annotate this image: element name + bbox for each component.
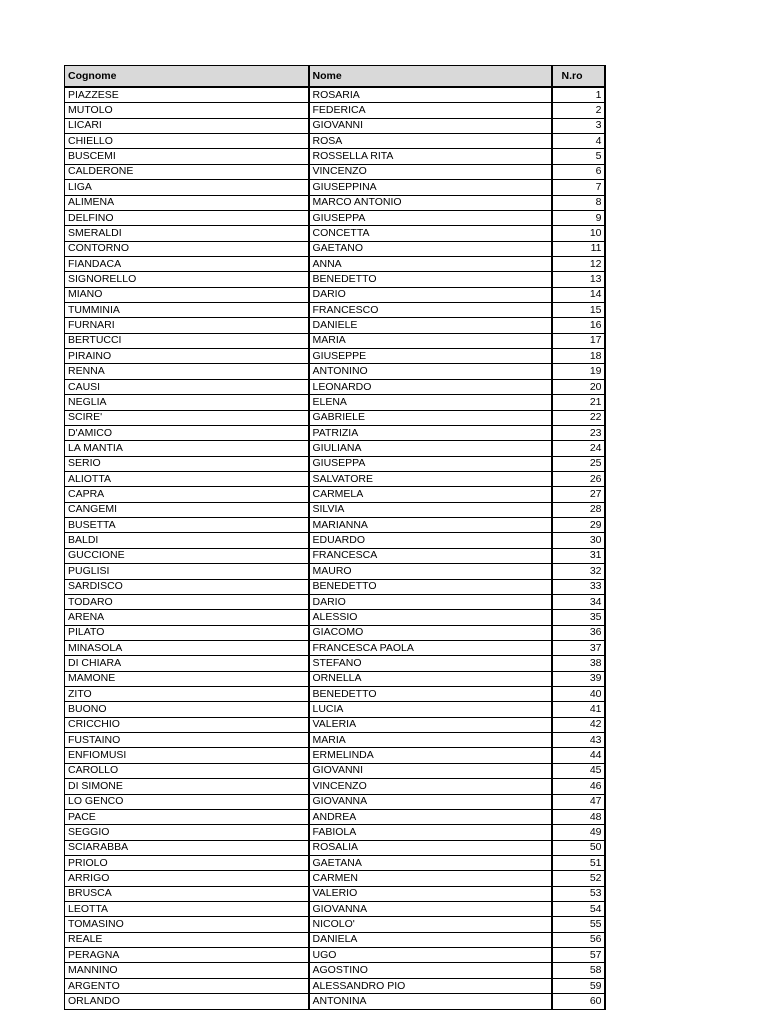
number-cell: 43: [552, 733, 605, 748]
surname-cell: CAUSI: [65, 379, 309, 394]
table-row: [65, 717, 605, 732]
table-row: [65, 533, 605, 548]
name-cell: GIUSEPPA: [309, 456, 552, 471]
table-row: [65, 164, 605, 179]
number-cell: 53: [552, 886, 605, 901]
table-row: [65, 241, 605, 256]
number-cell: 2: [552, 103, 605, 118]
name-cell: MARIA: [309, 333, 552, 348]
number-cell: 23: [552, 425, 605, 440]
table-row: [65, 318, 605, 333]
number-cell: 45: [552, 763, 605, 778]
table-row: [65, 763, 605, 778]
surname-cell: MANNINO: [65, 963, 309, 978]
name-cell: GAETANO: [309, 241, 552, 256]
name-cell: FRANCESCA PAOLA: [309, 640, 552, 655]
number-cell: 13: [552, 272, 605, 287]
name-cell: GIUSEPPE: [309, 349, 552, 364]
number-cell: 28: [552, 502, 605, 517]
table-row: [65, 195, 605, 210]
surname-cell: DELFINO: [65, 210, 309, 225]
surname-cell: RENNA: [65, 364, 309, 379]
number-cell: 9: [552, 210, 605, 225]
number-cell: 30: [552, 533, 605, 548]
surname-cell: DI SIMONE: [65, 779, 309, 794]
name-cell: AGOSTINO: [309, 963, 552, 978]
name-cell: VINCENZO: [309, 779, 552, 794]
surname-cell: LICARI: [65, 118, 309, 133]
name-cell: BENEDETTO: [309, 687, 552, 702]
surname-cell: ALIOTTA: [65, 471, 309, 486]
surname-cell: GUCCIONE: [65, 548, 309, 563]
surname-cell: CAPRA: [65, 487, 309, 502]
name-cell: GIUSEPPA: [309, 210, 552, 225]
number-cell: 34: [552, 594, 605, 609]
surname-cell: BERTUCCI: [65, 333, 309, 348]
header-surname: Cognome: [65, 66, 309, 88]
table-row: [65, 395, 605, 410]
surname-cell: BRUSCA: [65, 886, 309, 901]
table-row: [65, 103, 605, 118]
surname-cell: D'AMICO: [65, 425, 309, 440]
number-cell: 46: [552, 779, 605, 794]
table-row: [65, 180, 605, 195]
surname-cell: ORLANDO: [65, 994, 309, 1009]
surname-cell: BUSETTA: [65, 518, 309, 533]
number-cell: 21: [552, 395, 605, 410]
number-cell: 44: [552, 748, 605, 763]
surname-cell: DI CHIARA: [65, 656, 309, 671]
number-cell: 54: [552, 902, 605, 917]
name-cell: DANIELE: [309, 318, 552, 333]
surname-cell: BUSCEMI: [65, 149, 309, 164]
name-cell: PATRIZIA: [309, 425, 552, 440]
table-row: [65, 226, 605, 241]
name-cell: CONCETTA: [309, 226, 552, 241]
number-cell: 8: [552, 195, 605, 210]
name-cell: DARIO: [309, 594, 552, 609]
name-cell: ANNA: [309, 256, 552, 271]
name-cell: ANDREA: [309, 809, 552, 824]
table-row: [65, 886, 605, 901]
table-row: [65, 256, 605, 271]
surname-cell: LA MANTIA: [65, 441, 309, 456]
number-cell: 12: [552, 256, 605, 271]
surname-cell: LIGA: [65, 180, 309, 195]
table-row: [65, 410, 605, 425]
header-number: N.ro: [552, 66, 605, 88]
header-row: [65, 66, 605, 88]
surname-cell: SMERALDI: [65, 226, 309, 241]
number-cell: 22: [552, 410, 605, 425]
name-cell: GIOVANNA: [309, 902, 552, 917]
surname-cell: PILATO: [65, 625, 309, 640]
number-cell: 38: [552, 656, 605, 671]
name-cell: LEONARDO: [309, 379, 552, 394]
number-cell: 60: [552, 994, 605, 1009]
name-cell: GIACOMO: [309, 625, 552, 640]
number-cell: 51: [552, 855, 605, 870]
surname-cell: TODARO: [65, 594, 309, 609]
name-cell: MARCO ANTONIO: [309, 195, 552, 210]
table-row: [65, 564, 605, 579]
surname-cell: LEOTTA: [65, 902, 309, 917]
name-cell: ERMELINDA: [309, 748, 552, 763]
number-cell: 58: [552, 963, 605, 978]
table-row: [65, 349, 605, 364]
number-cell: 1: [552, 87, 605, 103]
table-row: [65, 118, 605, 133]
table-row: [65, 502, 605, 517]
name-cell: STEFANO: [309, 656, 552, 671]
name-cell: DANIELA: [309, 932, 552, 947]
name-cell: ALESSANDRO PIO: [309, 978, 552, 993]
table-row: [65, 687, 605, 702]
table-row: [65, 840, 605, 855]
table-row: [65, 932, 605, 947]
table-row: [65, 825, 605, 840]
table-row: [65, 948, 605, 963]
table-row: [65, 963, 605, 978]
name-cell: GIOVANNI: [309, 763, 552, 778]
number-cell: 41: [552, 702, 605, 717]
name-cell: FABIOLA: [309, 825, 552, 840]
number-cell: 50: [552, 840, 605, 855]
surname-cell: CAROLLO: [65, 763, 309, 778]
table-row: [65, 149, 605, 164]
table-row: [65, 994, 605, 1009]
table-row: [65, 640, 605, 655]
name-cell: VINCENZO: [309, 164, 552, 179]
table-row: [65, 656, 605, 671]
number-cell: 57: [552, 948, 605, 963]
table-row: [65, 733, 605, 748]
name-cell: GAETANA: [309, 855, 552, 870]
surname-cell: PIAZZESE: [65, 87, 309, 103]
name-cell: NICOLO': [309, 917, 552, 932]
name-cell: GIUSEPPINA: [309, 180, 552, 195]
table-row: [65, 441, 605, 456]
name-cell: FEDERICA: [309, 103, 552, 118]
name-cell: DARIO: [309, 287, 552, 302]
surname-cell: SARDISCO: [65, 579, 309, 594]
number-cell: 6: [552, 164, 605, 179]
number-cell: 10: [552, 226, 605, 241]
surname-cell: CALDERONE: [65, 164, 309, 179]
number-cell: 19: [552, 364, 605, 379]
surname-cell: NEGLIA: [65, 395, 309, 410]
number-cell: 35: [552, 610, 605, 625]
name-cell: MARIA: [309, 733, 552, 748]
table-row: [65, 871, 605, 886]
number-cell: 11: [552, 241, 605, 256]
name-cell: CARMEN: [309, 871, 552, 886]
surname-cell: MIANO: [65, 287, 309, 302]
number-cell: 59: [552, 978, 605, 993]
surname-cell: REALE: [65, 932, 309, 947]
surname-cell: PIRAINO: [65, 349, 309, 364]
table-row: [65, 625, 605, 640]
number-cell: 42: [552, 717, 605, 732]
surname-cell: LO GENCO: [65, 794, 309, 809]
table-row: [65, 702, 605, 717]
table-row: [65, 333, 605, 348]
number-cell: 55: [552, 917, 605, 932]
table-row: [65, 471, 605, 486]
name-cell: LUCIA: [309, 702, 552, 717]
name-cell: GIOVANNA: [309, 794, 552, 809]
name-cell: SALVATORE: [309, 471, 552, 486]
table-row: [65, 978, 605, 993]
number-cell: 49: [552, 825, 605, 840]
number-cell: 32: [552, 564, 605, 579]
table-row: [65, 917, 605, 932]
surname-cell: TOMASINO: [65, 917, 309, 932]
surname-cell: CRICCHIO: [65, 717, 309, 732]
number-cell: 17: [552, 333, 605, 348]
table-row: [65, 794, 605, 809]
name-cell: GABRIELE: [309, 410, 552, 425]
name-cell: SILVIA: [309, 502, 552, 517]
number-cell: 56: [552, 932, 605, 947]
name-cell: ANTONINO: [309, 364, 552, 379]
name-cell: ALESSIO: [309, 610, 552, 625]
table-row: [65, 210, 605, 225]
name-cell: ROSARIA: [309, 87, 552, 103]
table-row: [65, 548, 605, 563]
table-row: [65, 364, 605, 379]
number-cell: 37: [552, 640, 605, 655]
number-cell: 52: [552, 871, 605, 886]
surname-cell: CONTORNO: [65, 241, 309, 256]
table-row: [65, 579, 605, 594]
table-row: [65, 855, 605, 870]
surname-cell: PACE: [65, 809, 309, 824]
number-cell: 18: [552, 349, 605, 364]
number-cell: 48: [552, 809, 605, 824]
number-cell: 14: [552, 287, 605, 302]
surname-cell: MINASOLA: [65, 640, 309, 655]
name-cell: ANTONINA: [309, 994, 552, 1009]
header-name: Nome: [309, 66, 552, 88]
name-cell: VALERIA: [309, 717, 552, 732]
surname-cell: ARRIGO: [65, 871, 309, 886]
number-cell: 7: [552, 180, 605, 195]
table-row: [65, 456, 605, 471]
table-row: [65, 425, 605, 440]
surname-cell: ARENA: [65, 610, 309, 625]
name-cell: BENEDETTO: [309, 579, 552, 594]
surname-cell: ARGENTO: [65, 978, 309, 993]
table-row: [65, 272, 605, 287]
table-row: [65, 809, 605, 824]
table-row: [65, 610, 605, 625]
name-cell: ELENA: [309, 395, 552, 410]
number-cell: 25: [552, 456, 605, 471]
name-cell: FRANCESCO: [309, 303, 552, 318]
name-cell: GIOVANNI: [309, 118, 552, 133]
name-cell: GIULIANA: [309, 441, 552, 456]
name-cell: MARIANNA: [309, 518, 552, 533]
surname-cell: FURNARI: [65, 318, 309, 333]
number-cell: 15: [552, 303, 605, 318]
name-cell: UGO: [309, 948, 552, 963]
name-cell: ROSSELLA RITA: [309, 149, 552, 164]
name-cell: ROSA: [309, 134, 552, 149]
table-row: [65, 748, 605, 763]
number-cell: 40: [552, 687, 605, 702]
name-cell: ORNELLA: [309, 671, 552, 686]
surname-cell: SCIRE': [65, 410, 309, 425]
surname-cell: BALDI: [65, 533, 309, 548]
table-row: [65, 303, 605, 318]
table-row: [65, 594, 605, 609]
number-cell: 4: [552, 134, 605, 149]
number-cell: 36: [552, 625, 605, 640]
number-cell: 5: [552, 149, 605, 164]
surname-cell: ALIMENA: [65, 195, 309, 210]
number-cell: 47: [552, 794, 605, 809]
number-cell: 27: [552, 487, 605, 502]
surname-cell: CANGEMI: [65, 502, 309, 517]
surname-cell: BUONO: [65, 702, 309, 717]
surname-cell: PERAGNA: [65, 948, 309, 963]
names-table: [64, 65, 606, 1010]
number-cell: 3: [552, 118, 605, 133]
surname-cell: ENFIOMUSI: [65, 748, 309, 763]
surname-cell: MAMONE: [65, 671, 309, 686]
table-row: [65, 87, 605, 103]
number-cell: 31: [552, 548, 605, 563]
number-cell: 29: [552, 518, 605, 533]
number-cell: 20: [552, 379, 605, 394]
surname-cell: PRIOLO: [65, 855, 309, 870]
table-row: [65, 671, 605, 686]
name-cell: MAURO: [309, 564, 552, 579]
number-cell: 26: [552, 471, 605, 486]
surname-cell: TUMMINIA: [65, 303, 309, 318]
table-row: [65, 518, 605, 533]
surname-cell: SERIO: [65, 456, 309, 471]
table-row: [65, 902, 605, 917]
name-cell: VALERIO: [309, 886, 552, 901]
number-cell: 39: [552, 671, 605, 686]
number-cell: 33: [552, 579, 605, 594]
number-cell: 24: [552, 441, 605, 456]
table-row: [65, 779, 605, 794]
table-row: [65, 287, 605, 302]
surname-cell: SEGGIO: [65, 825, 309, 840]
table-row: [65, 487, 605, 502]
table-body: [65, 87, 605, 1009]
name-cell: EDUARDO: [309, 533, 552, 548]
surname-cell: PUGLISI: [65, 564, 309, 579]
table-row: [65, 379, 605, 394]
table-row: [65, 134, 605, 149]
number-cell: 16: [552, 318, 605, 333]
surname-cell: FIANDACA: [65, 256, 309, 271]
name-cell: ROSALIA: [309, 840, 552, 855]
surname-cell: SCIARABBA: [65, 840, 309, 855]
surname-cell: FUSTAINO: [65, 733, 309, 748]
surname-cell: ZITO: [65, 687, 309, 702]
surname-cell: SIGNORELLO: [65, 272, 309, 287]
name-cell: CARMELA: [309, 487, 552, 502]
name-cell: BENEDETTO: [309, 272, 552, 287]
surname-cell: CHIELLO: [65, 134, 309, 149]
name-cell: FRANCESCA: [309, 548, 552, 563]
surname-cell: MUTOLO: [65, 103, 309, 118]
